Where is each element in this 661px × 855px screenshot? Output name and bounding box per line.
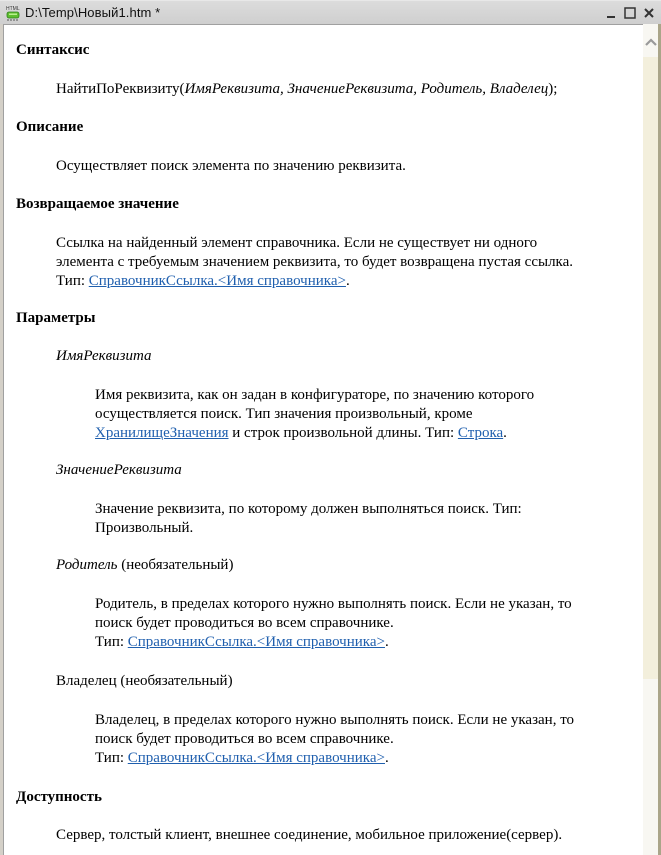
param-desc-1: [95, 386, 625, 443]
param-desc-line: осуществляется поиск. Тип значения произвольный, кроме: [95, 406, 473, 422]
value-storage-link[interactable]: ХранилищеЗначения: [95, 425, 229, 441]
return-type-link[interactable]: СправочникСсылка.<Имя справочника>: [88, 273, 346, 289]
param-desc-mid: и строк произвольной длины. Тип:: [228, 425, 458, 441]
maximize-button[interactable]: [621, 4, 639, 22]
param-name-text: ИмяРеквизита: [56, 348, 152, 364]
function-end: );: [548, 81, 558, 97]
param-type-line: [95, 749, 625, 768]
param-desc-end: .: [503, 425, 507, 441]
param-desc-line: Произвольный.: [95, 520, 194, 536]
syntax-heading: Синтаксис: [16, 42, 90, 58]
parent-type-link[interactable]: СправочникСсылка.<Имя справочника>: [127, 634, 385, 650]
scroll-up-button[interactable]: [643, 34, 658, 50]
param-desc-line: поиск будет проводиться во всем справочнике.: [95, 615, 394, 631]
parameters-heading: Параметры: [16, 310, 96, 326]
param-name-1: [56, 347, 152, 366]
type-label: Тип:: [56, 273, 89, 289]
param-name-4: Владелец (необязательный): [56, 673, 233, 689]
param-desc-line: Владелец, в пределах которого нужно выполнять поиск. Если не указан, то: [95, 712, 575, 728]
svg-text:HTML: HTML: [6, 6, 20, 12]
param-name-text: Родитель: [56, 557, 118, 573]
param-desc-line: Имя реквизита, как он задан в конфигураторе, по значению которого: [95, 387, 535, 403]
type-label: Тип:: [95, 634, 128, 650]
function-name: НайтиПоРеквизиту(: [56, 81, 185, 97]
description-heading: Описание: [16, 119, 84, 135]
close-button[interactable]: [640, 4, 658, 22]
param-type-line: [95, 633, 625, 652]
param-desc-line: Значение реквизита, по которому должен выполняться поиск. Тип:: [95, 501, 522, 517]
param-desc-4: [95, 711, 625, 768]
syntax-signature: [56, 80, 626, 99]
param-name-3: [56, 556, 233, 575]
availability-text: Сервер, толстый клиент, внешнее соединение, мобильное приложение(сервер).: [56, 827, 563, 843]
type-end: .: [384, 634, 389, 650]
type-end: .: [384, 750, 389, 766]
owner-type-link[interactable]: СправочникСсылка.<Имя справочника>: [127, 750, 385, 766]
param-desc-line: поиск будет проводиться во всем справочнике.: [95, 731, 394, 747]
title-bar[interactable]: [0, 0, 661, 24]
type-label: Тип:: [95, 750, 128, 766]
return-line-1: Ссылка на найденный элемент справочника. Если не существует ни одного: [56, 235, 538, 251]
param-desc-2: [95, 500, 625, 538]
param-name-2: [56, 461, 182, 480]
return-line-2: элемента с требуемым значением реквизита, то будет возвращена пустая ссылка.: [56, 254, 574, 270]
chevron-up-icon: [645, 38, 657, 46]
param-desc-line: [95, 424, 625, 443]
function-params: ИмяРеквизита, ЗначениеРеквизита, Родитель, Владелец: [184, 81, 549, 97]
description-text: Осуществляет поиск элемента по значению реквизита.: [56, 158, 406, 174]
param-optional-label: (необязательный): [117, 557, 234, 573]
string-type-link[interactable]: Строка: [457, 425, 504, 441]
return-value-text: [56, 234, 626, 291]
param-desc-3: [95, 595, 625, 652]
return-value-heading: Возвращаемое значение: [16, 196, 179, 212]
minimize-icon: [605, 7, 617, 19]
return-type-line: [56, 272, 626, 291]
param-name-text: ЗначениеРеквизита: [56, 462, 182, 478]
vertical-scrollbar[interactable]: [643, 24, 661, 855]
document-content: [3, 24, 643, 855]
close-icon: [643, 7, 655, 19]
minimize-button[interactable]: [602, 4, 620, 22]
type-end: .: [345, 273, 350, 289]
availability-heading: Доступность: [16, 789, 102, 805]
param-desc-line: Родитель, в пределах которого нужно выполнять поиск. Если не указан, то: [95, 596, 572, 612]
maximize-icon: [624, 7, 636, 19]
window-title: D:\Temp\Новый1.htm *: [25, 5, 161, 20]
scroll-thumb[interactable]: [643, 57, 658, 679]
html-file-icon: [5, 5, 21, 21]
